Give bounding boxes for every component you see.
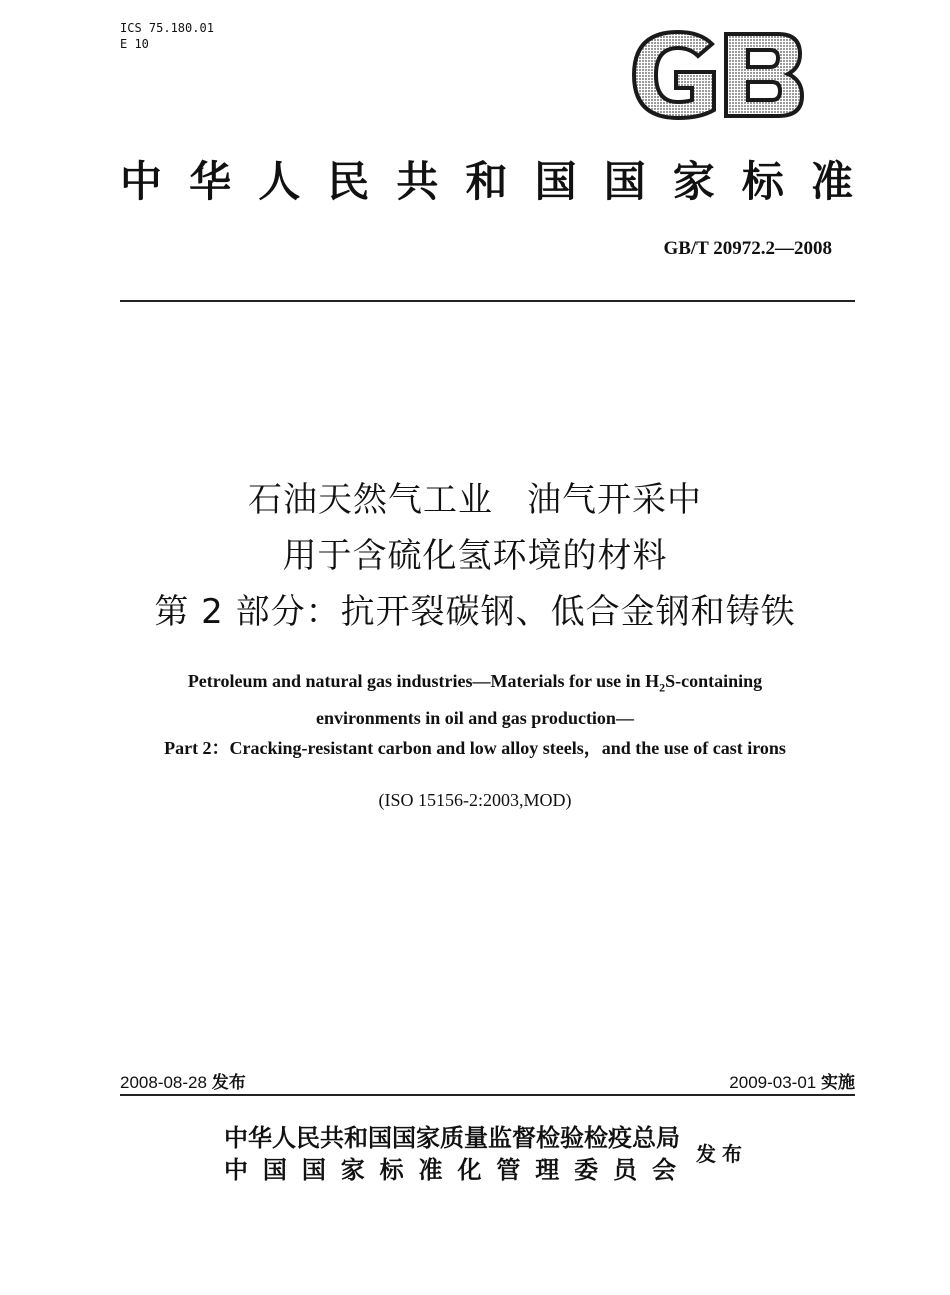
issuers-block	[224, 1122, 680, 1186]
issue-date: 2008-08-28	[120, 1073, 207, 1092]
ccs-code: E 10	[120, 37, 149, 51]
chinese-title-line1	[60, 472, 890, 528]
issuer-sac: 中国国家标准化管理委员会	[224, 1156, 676, 1184]
issue-date-block	[120, 1068, 246, 1093]
english-title-line1	[60, 666, 890, 703]
header-divider	[120, 300, 855, 302]
iso-reference: (ISO 15156-2:2003,MOD)	[378, 790, 572, 810]
ics-code: ICS 75.180.01	[120, 21, 214, 35]
effective-label: 实施	[821, 1073, 855, 1093]
issue-label: 发布	[211, 1073, 246, 1093]
gb-logo	[630, 30, 805, 120]
chinese-title-line1-part-a: 石油天然气工业	[248, 480, 493, 520]
publish-label: 发布	[696, 1142, 748, 1166]
english-title-line2: environments in oil and gas production—	[316, 707, 634, 728]
issuer-aqsiq: 中华人民共和国国家质量监督检验检疫总局	[224, 1124, 680, 1152]
effective-date-block	[729, 1068, 855, 1093]
chinese-title-line2: 用于含硫化氢环境的材料	[282, 536, 668, 576]
gb-logo-label: GB	[630, 30, 632, 31]
english-title-line3: Part 2：Cracking-resistant carbon and low alloy steels，and the use of cast irons	[164, 737, 786, 758]
effective-date: 2009-03-01	[729, 1073, 817, 1092]
footer-divider	[120, 1094, 855, 1096]
english-title	[60, 666, 890, 763]
standard-number-text: GB/T 20972.2—2008	[663, 238, 832, 259]
english-title-subscript: 2	[659, 680, 666, 695]
chinese-title-line3: 第 2 部分：抗开裂碳钢、低合金钢和铸铁	[154, 592, 796, 632]
dates-row	[120, 1068, 855, 1094]
ics-block	[120, 20, 214, 52]
chinese-title-line1-part-b: 油气开采中	[527, 480, 702, 520]
english-title-line1-pre: Petroleum and natural gas industries—Materials for use in H	[187, 671, 660, 691]
national-standard-title: 中华人民共和国国家标准	[120, 157, 855, 206]
standard-number	[663, 238, 832, 260]
chinese-title	[60, 472, 890, 640]
english-title-line1-post: S-containing	[665, 671, 763, 691]
